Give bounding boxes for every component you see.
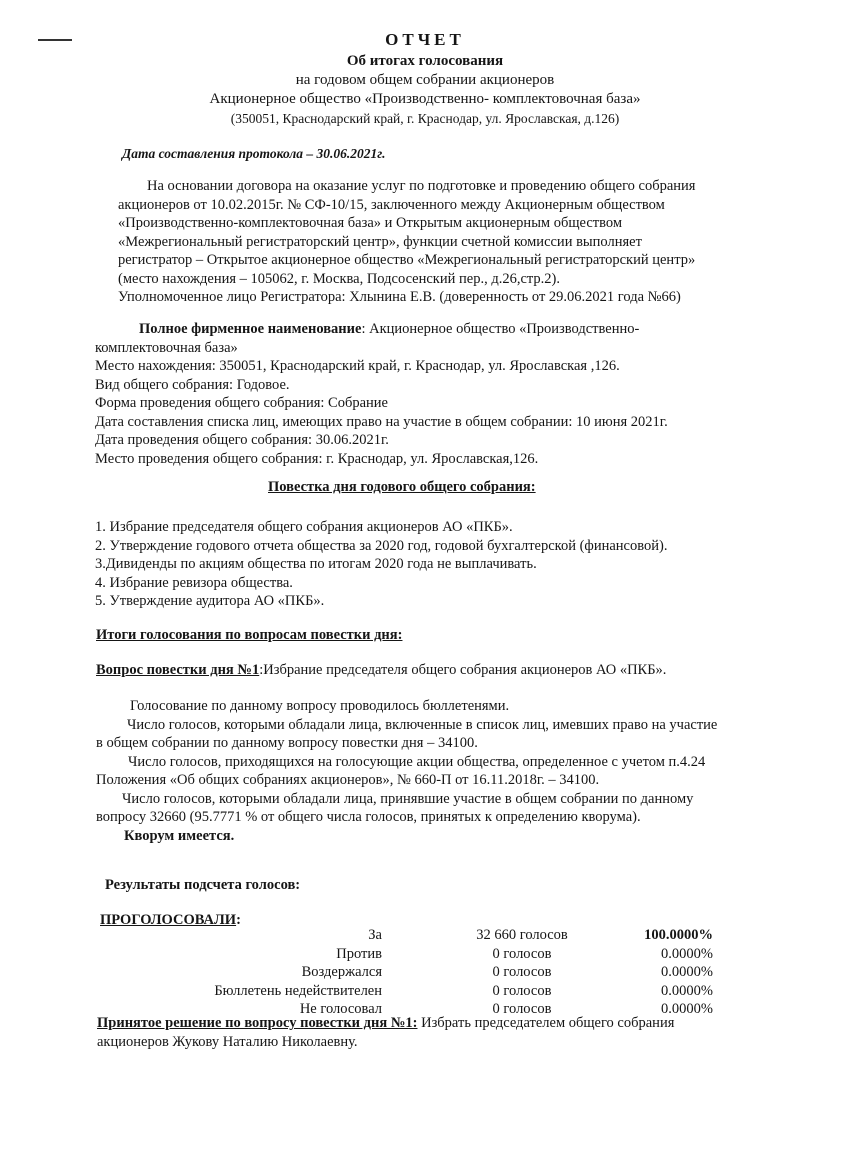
tally-votes: 0 голосов	[492, 1001, 552, 1017]
vote-line: Голосование по данному вопросу проводилось бюллетенями.	[130, 698, 510, 714]
document-subtitle: Об итогах голосования	[346, 53, 504, 69]
agenda-item: 2. Утверждение годового отчета общества за 2020 год, годовой бухгалтерской (финансовой).	[95, 537, 668, 554]
decision-text: Избрать председателем общего собрания	[417, 1015, 675, 1031]
tally-percent: 100.0000%	[644, 927, 713, 943]
tally-votes: 0 голосов	[492, 982, 552, 999]
decision	[97, 1014, 737, 1051]
vote-line: Число голосов, приходящихся на голосующие акции общества, определенное с учетом п.4.24	[128, 753, 706, 770]
basis-line: (место нахождения – 105062, г. Москва, Подсосенский пер., д.26,стр.2).	[118, 270, 560, 287]
vote-line: вопросу 32660 (95.7771 % от общего числа голосов, принятых к определению кворума).	[96, 809, 641, 825]
full-name-label: Полное фирменное наименование	[139, 321, 362, 337]
full-name-value-cont: комплектовочная база»	[95, 339, 238, 356]
table-row	[150, 963, 713, 982]
decision-label: Принятое решение по вопросу повестки дня №1:	[97, 1015, 418, 1031]
tally-votes-cell	[382, 982, 573, 1001]
document-title: ОТЧЕТ	[385, 30, 465, 49]
vote-line: в общем собрании по данному вопросу повестки дня – 34100.	[96, 735, 478, 751]
agenda-item: 4. Избрание ревизора общества.	[95, 574, 293, 591]
voted-heading-text: ПРОГОЛОСОВАЛИ	[100, 912, 237, 928]
meeting-place: Место проведения общего собрания: г. Краснодар, ул. Ярославская,126.	[95, 450, 539, 467]
voted-heading-colon: :	[236, 912, 241, 928]
tally-option: Против	[336, 945, 382, 962]
basis-line: На основании договора на оказание услуг по подготовке и проведению общего собрания	[147, 178, 696, 194]
tally-votes: 0 голосов	[492, 945, 552, 962]
tally-votes: 0 голосов	[492, 964, 552, 980]
tally-votes-cell	[382, 926, 573, 945]
question-1-text: :Избрание председателя общего собрания акционеров АО «ПКБ».	[259, 662, 667, 678]
vote-tally-table	[150, 926, 713, 1019]
agenda-item: 5. Утверждение аудитора АО «ПКБ».	[95, 593, 325, 609]
full-name-row	[95, 320, 735, 339]
tally-votes-cell	[382, 963, 573, 982]
vote-line: Число голосов, которыми обладали лица, включенные в список лиц, имевших право на участие	[127, 716, 718, 733]
table-row	[150, 982, 713, 1001]
results-heading: Итоги голосования по вопросам повестки дня:	[96, 627, 403, 643]
agenda-item: 1. Избрание председателя общего собрания акционеров АО «ПКБ».	[95, 519, 513, 535]
company-info	[95, 320, 735, 468]
vote-details	[96, 697, 736, 845]
tally-percent: 0.0000%	[661, 945, 713, 962]
basis-line: «Производственно-комплектовочная база» и Открытым акционерным обществом	[118, 215, 622, 231]
agenda-list	[95, 518, 667, 611]
meeting-date: Дата проведения общего собрания: 30.06.2021г.	[95, 432, 389, 448]
tally-option: Бюллетень недействителен	[214, 982, 382, 999]
basis-line: акционеров от 10.02.2015г. № СФ-10/15, заключенного между Акционерным обществом	[118, 196, 665, 213]
decision-text-cont: акционеров Жукову Наталию Николаевну.	[97, 1033, 358, 1050]
meeting-type-line: на годовом общем собрании акционеров	[295, 72, 555, 88]
tally-option: Не голосовал	[299, 1001, 382, 1017]
agenda-item: 3.Дивиденды по акциям общества по итогам 2020 года не выплачивать.	[95, 556, 537, 572]
tally-percent: 0.0000%	[661, 1001, 713, 1017]
list-date: Дата составления списка лиц, имеющих право на участие в общем собрании: 10 июня 2021г.	[95, 413, 668, 430]
quorum-status: Кворум имеется.	[124, 827, 235, 844]
tally-percent: 0.0000%	[661, 964, 713, 980]
decision-line	[97, 1014, 737, 1033]
table-row	[150, 945, 713, 964]
tally-votes: 32 660 голосов	[476, 927, 568, 943]
tally-option: Воздержался	[301, 964, 382, 980]
address-line: (350051, Краснодарский край, г. Краснодар, ул. Ярославская, д.126)	[230, 111, 620, 126]
full-name-value: : Акционерное общество «Производственно-	[361, 321, 640, 337]
agenda-heading: Повестка дня годового общего собрания:	[268, 479, 536, 495]
basis-line: регистратор – Открытое акционерное общество «Межрегиональный регистраторский центр»	[118, 252, 696, 268]
tally-votes-cell	[382, 945, 573, 964]
location: Место нахождения: 350051, Краснодарский край, г. Краснодар, ул. Ярославская ,126.	[95, 358, 620, 374]
protocol-date: Дата составления протокола – 30.06.2021г.	[122, 146, 386, 161]
vote-line: Число голосов, которыми обладали лица, принявшие участие в общем собрании по данному	[122, 790, 694, 807]
count-heading: Результаты подсчета голосов:	[105, 877, 301, 893]
basis-line: «Межрегиональный регистраторский центр», функции счетной комиссии выполняет	[118, 233, 642, 250]
company-line: Акционерное общество «Производственно- комплектовочная база»	[209, 91, 641, 107]
tally-percent: 0.0000%	[661, 982, 713, 999]
meeting-form: Форма проведения общего собрания: Собрание	[95, 395, 388, 411]
basis-line: Уполномоченное лицо Регистратора: Хлынина Е.В. (доверенность от 29.06.2021 года №66)	[118, 289, 681, 305]
question-1-label: Вопрос повестки дня №1	[96, 662, 260, 678]
table-row	[150, 926, 713, 945]
meeting-kind: Вид общего собрания: Годовое.	[95, 376, 290, 393]
tally-option: За	[368, 927, 382, 943]
vote-line: Положения «Об общих собраниях акционеров», № 660-П от 16.11.2018г. – 34100.	[96, 772, 600, 788]
basis-paragraph	[118, 177, 758, 307]
question-1	[96, 661, 666, 680]
